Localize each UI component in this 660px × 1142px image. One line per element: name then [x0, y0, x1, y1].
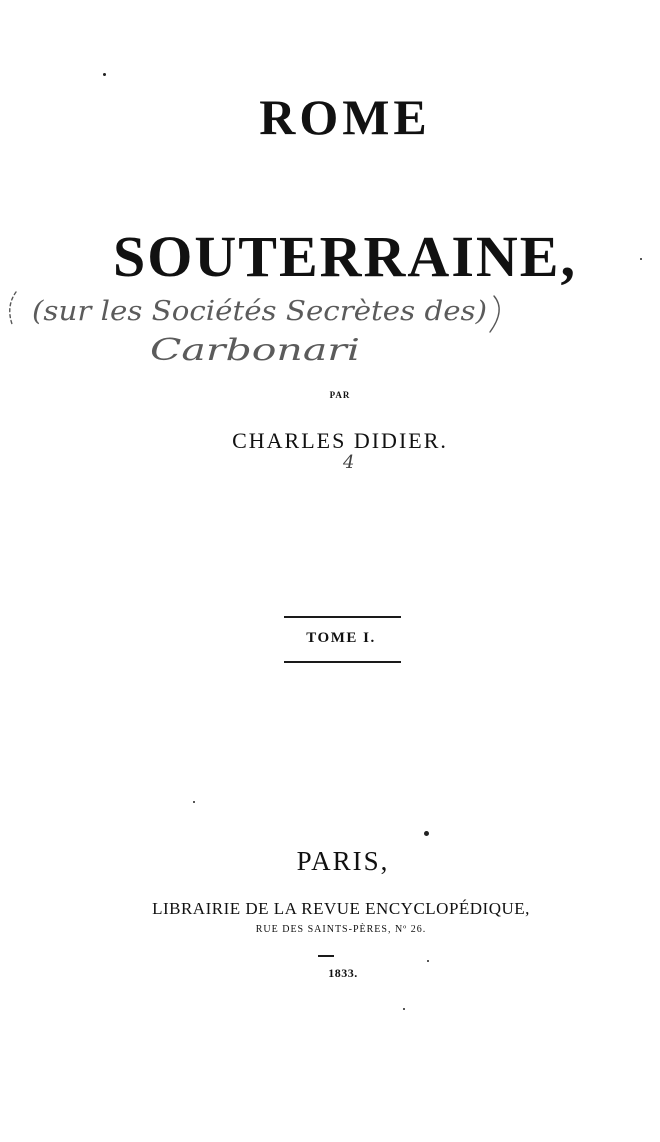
annotation-line-2: Carbonari [150, 333, 360, 368]
paper-speck [403, 1008, 405, 1010]
annotation-line-1: (sur les Sociétés Secrètes des) [32, 296, 487, 327]
imprint-year: 1833. [328, 966, 358, 980]
volume-label: TOME I. [306, 630, 376, 646]
paper-speck [193, 801, 195, 803]
paper-speck [103, 73, 106, 76]
book-title-line-2: SOUTERRAINE, [113, 224, 577, 289]
imprint-address: RUE DES SAINTS-PÈRES, Nº 26. [255, 924, 427, 935]
paper-speck [424, 831, 429, 836]
book-title-line-1: ROME [259, 89, 431, 145]
annotation-close-paren [490, 296, 499, 332]
imprint-dash [318, 955, 334, 957]
imprint-publisher: LIBRAIRIE DE LA REVUE ENCYCLOPÉDIQUE, [152, 899, 530, 918]
paper-speck [427, 960, 429, 962]
annotation-mark: 4 [343, 452, 355, 473]
author-name: CHARLES DIDIER. [232, 428, 448, 453]
annotation-open-paren [10, 292, 16, 324]
author-preposition: PAR [329, 390, 351, 400]
volume-rule-top [284, 616, 401, 618]
paper-speck [640, 258, 642, 260]
volume-rule-bottom [284, 661, 401, 663]
imprint-city: PARIS, [296, 846, 390, 876]
